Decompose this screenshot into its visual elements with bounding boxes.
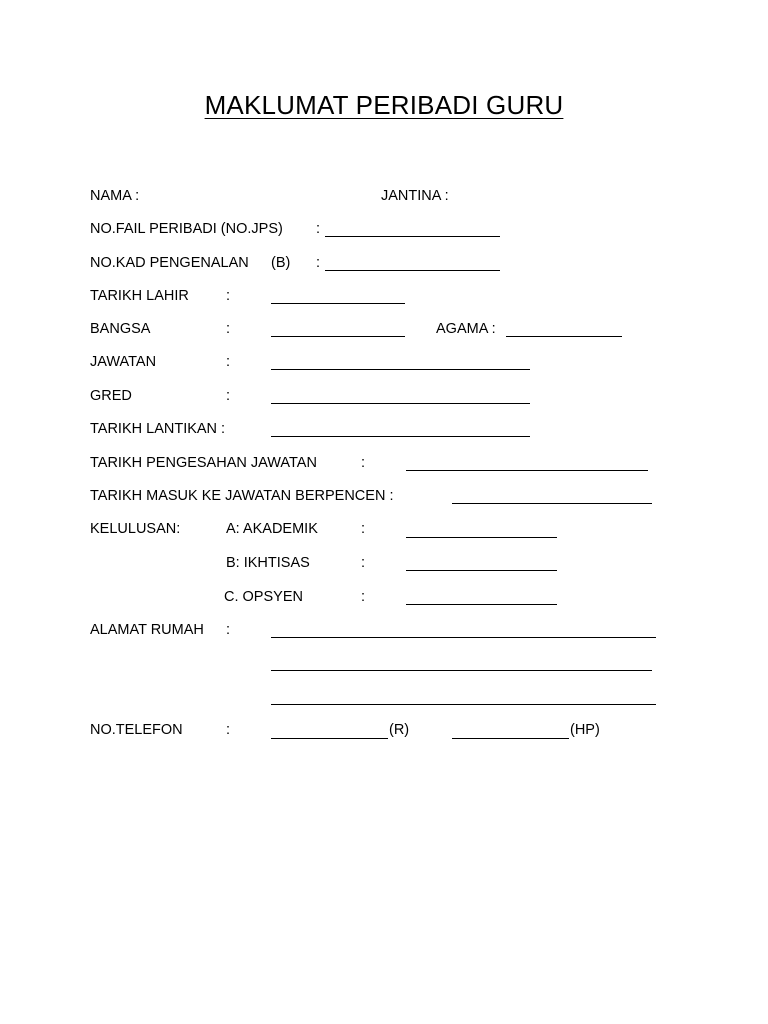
tarikh-pengesahan-colon: : bbox=[361, 455, 366, 471]
alamat-colon: : bbox=[226, 622, 231, 638]
opsyen-label: C. OPSYEN bbox=[224, 589, 303, 605]
no-kad-label: NO.KAD PENGENALAN bbox=[90, 255, 249, 271]
alamat-field-line-2[interactable] bbox=[271, 670, 652, 671]
form-title-text: MAKLUMAT PERIBADI GURU bbox=[204, 90, 564, 120]
jawatan-label: JAWATAN bbox=[90, 354, 157, 370]
akademik-field[interactable] bbox=[406, 537, 557, 538]
telefon-r-label: (R) bbox=[389, 722, 410, 738]
no-kad-field[interactable] bbox=[325, 270, 500, 271]
tarikh-pengesahan-label: TARIKH PENGESAHAN JAWATAN bbox=[90, 455, 317, 471]
no-fail-field[interactable] bbox=[325, 236, 500, 237]
no-fail-label: NO.FAIL PERIBADI (NO.JPS) bbox=[90, 221, 283, 237]
bangsa-label: BANGSA bbox=[90, 321, 151, 337]
tarikh-lahir-colon: : bbox=[226, 288, 231, 304]
tarikh-masuk-field[interactable] bbox=[452, 503, 652, 504]
telefon-label: NO.TELEFON bbox=[90, 722, 183, 738]
telefon-hp-label: (HP) bbox=[570, 722, 600, 738]
telefon-rumah-field[interactable] bbox=[271, 738, 388, 739]
jantina-label: JANTINA : bbox=[381, 188, 449, 204]
gred-field[interactable] bbox=[271, 403, 530, 404]
agama-field[interactable] bbox=[506, 336, 622, 337]
ikhtisas-colon: : bbox=[361, 555, 366, 571]
alamat-field-line-1[interactable] bbox=[271, 637, 656, 638]
telefon-hp-field[interactable] bbox=[452, 738, 569, 739]
agama-label: AGAMA : bbox=[436, 321, 496, 337]
jawatan-field[interactable] bbox=[271, 369, 530, 370]
bangsa-field[interactable] bbox=[271, 336, 405, 337]
alamat-field-line-3[interactable] bbox=[271, 704, 656, 705]
jawatan-colon: : bbox=[226, 354, 231, 370]
nama-label: NAMA : bbox=[90, 188, 140, 204]
telefon-colon: : bbox=[226, 722, 231, 738]
tarikh-lahir-field[interactable] bbox=[271, 303, 405, 304]
alamat-label: ALAMAT RUMAH bbox=[90, 622, 204, 638]
tarikh-masuk-label: TARIKH MASUK KE JAWATAN BERPENCEN : bbox=[90, 488, 394, 504]
tarikh-lantikan-field[interactable] bbox=[271, 436, 530, 437]
kelulusan-label: KELULUSAN: bbox=[90, 521, 181, 537]
no-kad-suffix: (B) bbox=[271, 255, 291, 271]
bangsa-colon: : bbox=[226, 321, 231, 337]
tarikh-lantikan-label: TARIKH LANTIKAN : bbox=[90, 421, 226, 437]
akademik-label: A: AKADEMIK bbox=[226, 521, 318, 537]
akademik-colon: : bbox=[361, 521, 366, 537]
gred-colon: : bbox=[226, 388, 231, 404]
no-fail-colon: : bbox=[316, 221, 321, 237]
tarikh-lahir-label: TARIKH LAHIR bbox=[90, 288, 189, 304]
opsyen-field[interactable] bbox=[406, 604, 557, 605]
opsyen-colon: : bbox=[361, 589, 366, 605]
gred-label: GRED bbox=[90, 388, 132, 404]
tarikh-pengesahan-field[interactable] bbox=[406, 470, 648, 471]
no-kad-colon: : bbox=[316, 255, 321, 271]
ikhtisas-label: B: IKHTISAS bbox=[226, 555, 310, 571]
form-title bbox=[0, 90, 768, 121]
ikhtisas-field[interactable] bbox=[406, 570, 557, 571]
